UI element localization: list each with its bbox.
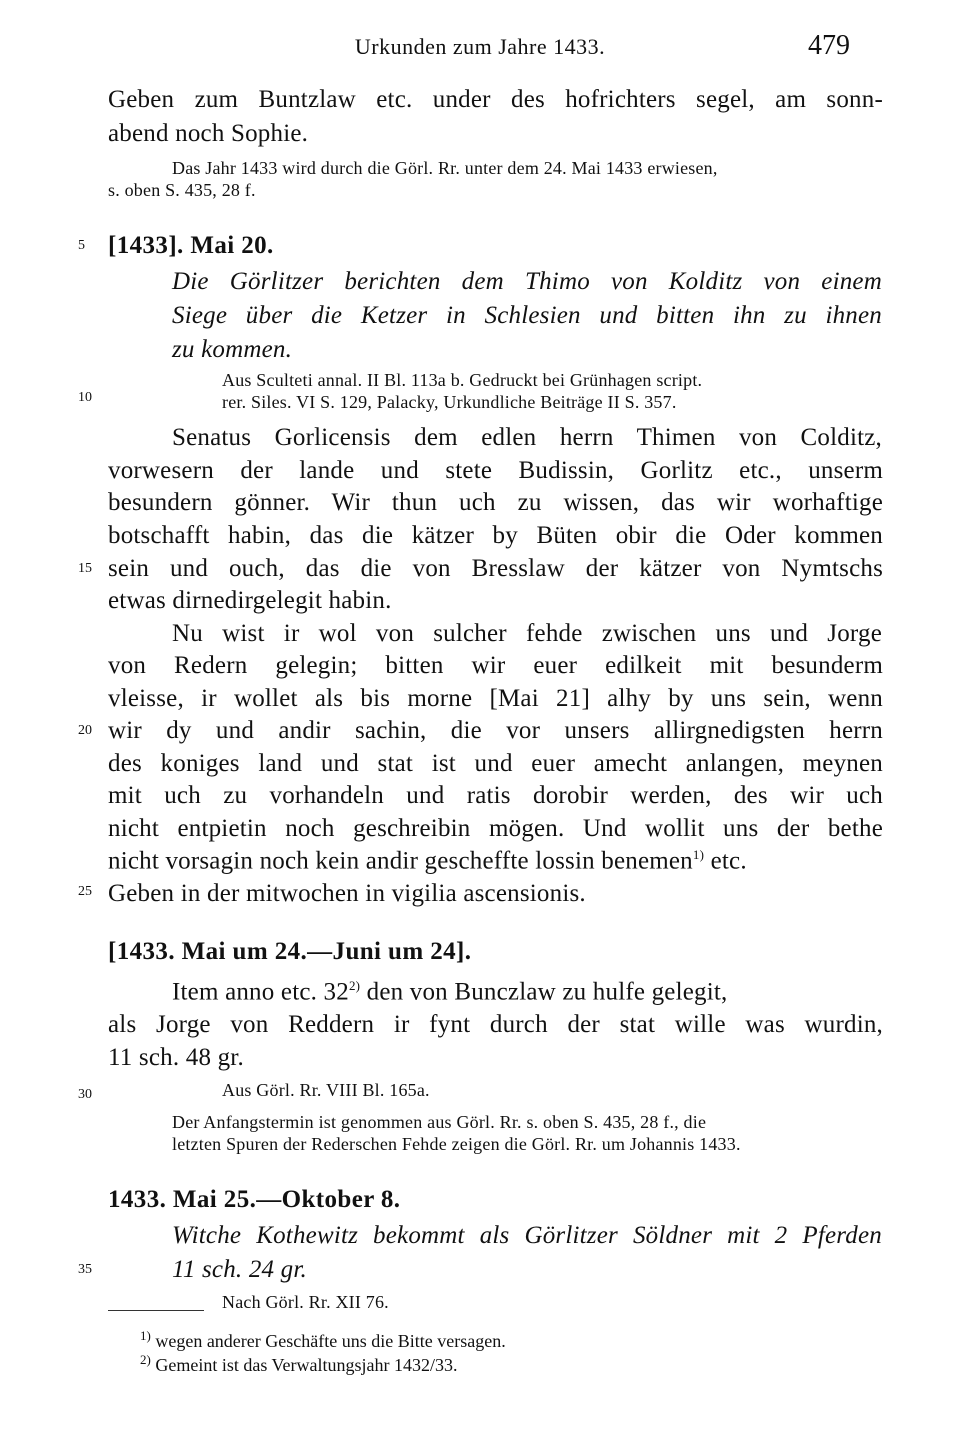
footnote-mark: 2) xyxy=(140,1352,151,1367)
footnote-text: wegen anderer Geschäfte uns die Bitte versagen. xyxy=(155,1331,506,1351)
source-line: Aus Sculteti annal. II Bl. 113a b. Gedruckt bei Grünhagen script. xyxy=(222,370,703,390)
text-line: mit uch zu vorhandeln und ratis dorobir werden, des wir uch xyxy=(108,782,883,809)
source-line: Aus Görl. Rr. VIII Bl. 165a. xyxy=(222,1080,430,1100)
entry-date-heading: [1433. Mai um 24.—Juni um 24]. xyxy=(108,938,472,965)
summary-line: Witche Kothewitz bekommt als Görlitzer Söldner mit 2 Pferden xyxy=(172,1222,882,1249)
text-line-part: den von Bunczlaw zu hulfe gelegit, xyxy=(360,978,728,1006)
text-line: nicht entpietin noch geschreibin mögen. Und wollit uns der bethe xyxy=(108,815,883,842)
running-header: Urkunden zum Jahre 1433. xyxy=(354,34,606,59)
footnote-mark: 1) xyxy=(140,1328,151,1343)
footnote-ref: 2) xyxy=(348,978,361,993)
source-line: rer. Siles. VI S. 129, Palacky, Urkundliche Beiträge II S. 357. xyxy=(222,392,677,412)
line-number: 15 xyxy=(78,561,92,576)
text-line: Geben in der mitwochen in vigilia ascensionis. xyxy=(108,880,586,907)
text-line-part: etc. xyxy=(704,847,747,875)
summary-line: Siege über die Ketzer in Schlesien und bitten ihn zu ihnen xyxy=(172,302,882,329)
text-line xyxy=(172,978,728,1006)
text-line: botschafft habin, das die kätzer by Büten obir die Oder kommen xyxy=(108,522,883,549)
editorial-note-line: letzten Spuren der Rederschen Fehde zeigen die Görl. Rr. um Johannis 1433. xyxy=(172,1134,741,1154)
text-line: Senatus Gorlicensis dem edlen herrn Thimen von Colditz, xyxy=(172,424,882,451)
summary-line: zu kommen. xyxy=(172,336,293,363)
footnote-ref: 1) xyxy=(692,847,705,862)
summary-line: Die Görlitzer berichten dem Thimo von Kolditz von einem xyxy=(172,268,882,295)
text-line: wir dy und andir sachin, die vor unsers allirgnedigsten herrn xyxy=(108,717,883,744)
text-line xyxy=(108,847,747,875)
editorial-note-line: Das Jahr 1433 wird durch die Görl. Rr. unter dem 24. Mai 1433 erwiesen, xyxy=(172,158,718,178)
text-line: sein und ouch, das die von Bresslaw der kätzer von Nymtschs xyxy=(108,555,883,582)
footnote xyxy=(140,1352,457,1376)
entry-date-heading: [1433]. Mai 20. xyxy=(108,232,274,259)
text-line: etwas dirnedirgelegit habin. xyxy=(108,587,392,614)
source-line: Nach Görl. Rr. XII 76. xyxy=(222,1292,389,1312)
text-line: des koniges land und stat ist und euer amecht anlangen, meynen xyxy=(108,750,883,777)
text-line: Nu wist ir wol von sulcher fehde zwischen uns und Jorge xyxy=(172,620,882,647)
text-line-part: Item anno etc. 32 xyxy=(172,978,349,1006)
text-line: von Redern gelegin; bitten wir euer edilkeit mit besunderm xyxy=(108,652,883,679)
text-line: als Jorge von Reddern ir fynt durch der stat wille was wurdin, xyxy=(108,1011,883,1038)
footnote-rule xyxy=(108,1310,204,1311)
text-line: vleisse, ir wollet als bis morne [Mai 21] alhy by uns sein, wenn xyxy=(108,685,883,712)
text-line-part: nicht vorsagin noch kein andir gescheffte lossin benemen xyxy=(108,847,693,875)
line-number: 5 xyxy=(78,238,85,253)
editorial-note-line: Der Anfangstermin ist genommen aus Görl. Rr. s. oben S. 435, 28 f., die xyxy=(172,1112,707,1132)
page-number: 479 xyxy=(808,30,850,61)
footnote xyxy=(140,1328,506,1352)
text-line: vorwesern der lande und stete Budissin, Gorlitz etc., unserm xyxy=(108,457,883,484)
line-number: 25 xyxy=(78,884,92,899)
line-number: 20 xyxy=(78,723,92,738)
entry-date-heading: 1433. Mai 25.—Oktober 8. xyxy=(108,1186,401,1213)
editorial-note-line: s. oben S. 435, 28 f. xyxy=(108,180,256,200)
line-number: 10 xyxy=(78,390,92,405)
text-line: abend noch Sophie. xyxy=(108,120,309,147)
text-line: Geben zum Buntzlaw etc. under des hofrichters segel, am sonn- xyxy=(108,86,883,113)
footnote-text: Gemeint ist das Verwaltungsjahr 1432/33. xyxy=(155,1355,458,1375)
line-number: 30 xyxy=(78,1087,92,1102)
summary-line: 11 sch. 24 gr. xyxy=(172,1256,307,1283)
line-number: 35 xyxy=(78,1262,92,1277)
text-line: 11 sch. 48 gr. xyxy=(108,1044,244,1071)
text-line: besundern gönner. Wir thun uch zu wissen, das wir worhaftige xyxy=(108,489,883,516)
